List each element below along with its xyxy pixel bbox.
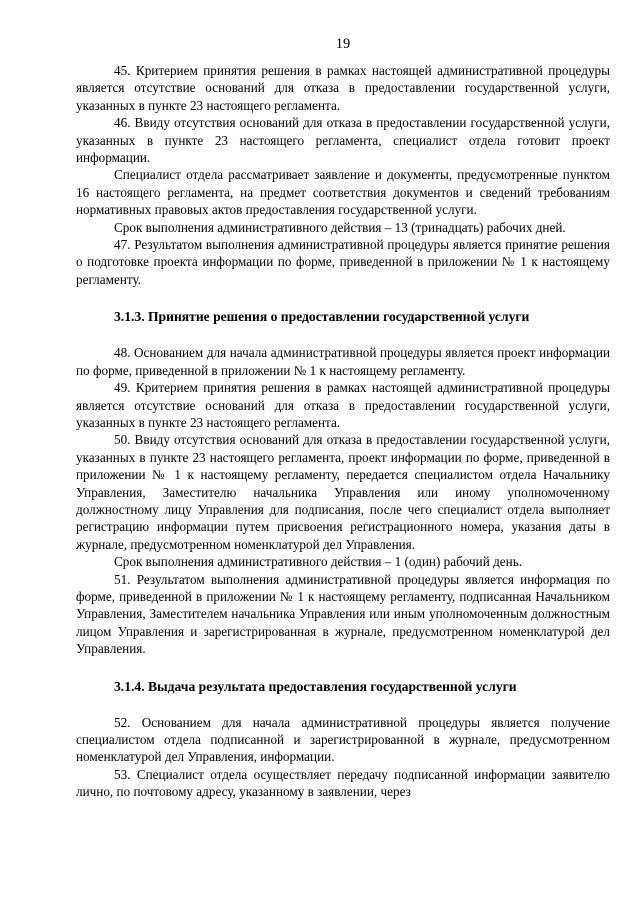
page-number: 19 <box>335 36 351 52</box>
paragraph-48: 48. Основанием для начала административной процедуры является проект информации по форме, приведенной в приложении № 1 к настоящему регламенту. <box>76 345 610 378</box>
paragraph-45: 45. Критерием принятия решения в рамках настоящей административной процедуры является отсутствие оснований для отказа в предоставлении государственной услуги, указанных в пункте 23 настоящего регламента. <box>76 63 610 113</box>
paragraph-52: 52. Основанием для начала административной процедуры является получение специалистом отдела подписанной и зарегистрированной в журнале, предусмотренном номенклатурой дел Управления, информации. <box>76 714 610 765</box>
paragraph-specialist-review: Специалист отдела рассматривает заявление и документы, предусмотренные пунктом 16 настоящего регламента, на предмет соответствия документов и сведений требованиям нормативных правовых актов предоставления государственной услуги. <box>76 167 610 218</box>
section-heading-3-1-4: 3.1.4. Выдача результата предоставления государственной услуги <box>114 678 517 694</box>
paragraph-46: 46. Ввиду отсутствия оснований для отказа в предоставлении государственной услуги, указанных в пункте 23 настоящего регламента, специалист отдела готовит проект информации. <box>76 115 610 166</box>
paragraph-51: 51. Результатом выполнения административной процедуры является информация по форме, приведенной в приложении № 1 к настоящему регламенту, подписанная Начальником Управления, Заместителем начальника Управления или иным уполномоченным должностным лицом Управления и зарегистрированная в журнале, предусмотренном номенклатурой дел Управления. <box>76 571 610 657</box>
paragraph-47: 47. Результатом выполнения административной процедуры является принятие решения о подготовке проекта информации по форме, приведенной в приложении № 1 к настоящему регламенту. <box>76 237 610 287</box>
paragraph-50: 50. Ввиду отсутствия оснований для отказа в предоставлении государственной услуги, указанных в пункте 23 настоящего регламента, проект информации по форме, приведенной в приложении № 1 к настоящему регламенту, передается специалистом отдела Начальнику Управления, Заместителю начальника Управления или иному уполномоченному должностному лицу Управления для подписания, после чего специалист отдела выполняет регистрацию информации путем присвоения регистрационного номера, указания даты в журнале, предусмотренном номенклатурой дел Управления. <box>76 432 610 552</box>
paragraph-49: 49. Критерием принятия решения в рамках настоящей административной процедуры является отсутствие оснований для отказа в предоставлении государственной услуги, указанных в пункте 23 настоящего регламента. <box>76 380 610 430</box>
paragraph-deadline-13-days: Срок выполнения административного действия – 13 (тринадцать) рабочих дней. <box>114 219 566 235</box>
paragraph-deadline-1-day: Срок выполнения административного действия – 1 (один) рабочий день. <box>114 554 523 570</box>
document-page <box>76 34 610 801</box>
paragraph-53: 53. Специалист отдела осуществляет передачу подписанной информации заявителю лично, по почтовому адресу, указанному в заявлении, через <box>76 766 610 800</box>
section-heading-3-1-3: 3.1.3. Принятие решения о предоставлении государственной услуги <box>114 309 530 325</box>
